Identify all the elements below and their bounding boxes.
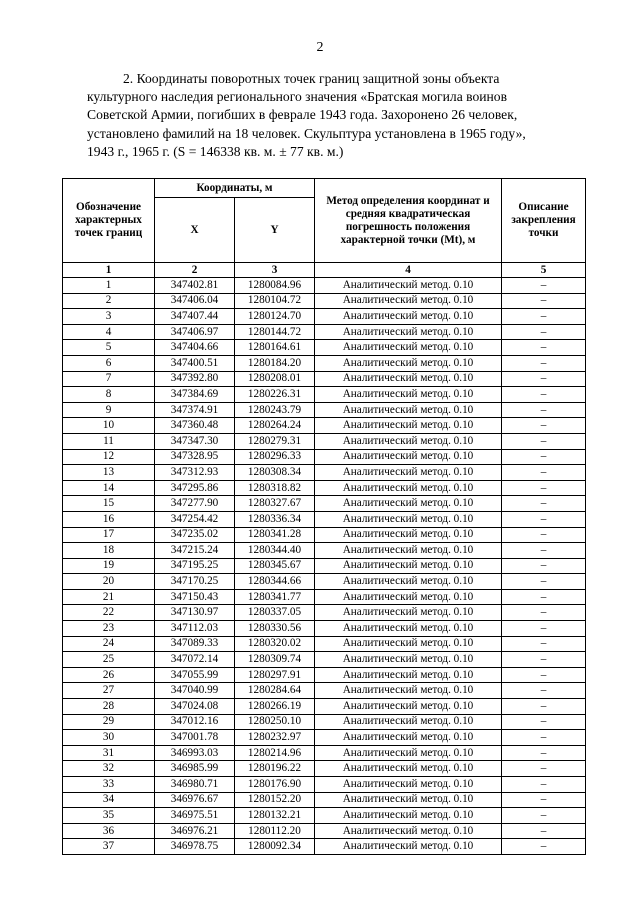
cell-point: 12	[63, 449, 155, 465]
table-row	[63, 449, 586, 465]
header-point: Обозначение характерных точек границ	[63, 179, 155, 263]
cell-description: –	[502, 402, 586, 418]
cell-point: 14	[63, 480, 155, 496]
table-row	[63, 309, 586, 325]
cell-x: 347400.51	[155, 355, 235, 371]
cell-x: 347347.30	[155, 433, 235, 449]
cell-method: Аналитический метод. 0.10	[315, 839, 502, 855]
cell-method: Аналитический метод. 0.10	[315, 683, 502, 699]
cell-point: 15	[63, 496, 155, 512]
cell-x: 347392.80	[155, 371, 235, 387]
cell-method: Аналитический метод. 0.10	[315, 652, 502, 668]
cell-point: 4	[63, 324, 155, 340]
cell-method: Аналитический метод. 0.10	[315, 699, 502, 715]
cell-description: –	[502, 605, 586, 621]
cell-x: 347112.03	[155, 621, 235, 637]
table-row	[63, 324, 586, 340]
cell-point: 13	[63, 465, 155, 481]
cell-description: –	[502, 387, 586, 403]
cell-y: 1280104.72	[235, 293, 315, 309]
cell-y: 1280092.34	[235, 839, 315, 855]
cell-x: 346975.51	[155, 808, 235, 824]
table-row	[63, 605, 586, 621]
cell-description: –	[502, 667, 586, 683]
cell-x: 347235.02	[155, 527, 235, 543]
cell-x: 346978.75	[155, 839, 235, 855]
table-row	[63, 777, 586, 793]
table-row	[63, 621, 586, 637]
table-body	[63, 278, 586, 855]
cell-point: 36	[63, 823, 155, 839]
cell-x: 347404.66	[155, 340, 235, 356]
table-row	[63, 293, 586, 309]
cell-x: 347024.08	[155, 699, 235, 715]
object-description-paragraph	[87, 70, 555, 161]
cell-x: 347374.91	[155, 402, 235, 418]
cell-description: –	[502, 699, 586, 715]
cell-x: 347407.44	[155, 309, 235, 325]
cell-description: –	[502, 839, 586, 855]
cell-point: 7	[63, 371, 155, 387]
cell-y: 1280132.21	[235, 808, 315, 824]
cell-point: 33	[63, 777, 155, 793]
cell-point: 26	[63, 667, 155, 683]
cell-y: 1280320.02	[235, 636, 315, 652]
table-row	[63, 745, 586, 761]
cell-point: 25	[63, 652, 155, 668]
header-method: Метод определения координат и средняя квадратическая погрешность положения характерной точки (Mt), м	[315, 179, 502, 263]
table-row	[63, 730, 586, 746]
cell-method: Аналитический метод. 0.10	[315, 309, 502, 325]
cell-y: 1280164.61	[235, 340, 315, 356]
cell-method: Аналитический метод. 0.10	[315, 527, 502, 543]
cell-y: 1280250.10	[235, 714, 315, 730]
table-row	[63, 589, 586, 605]
cell-x: 347130.97	[155, 605, 235, 621]
cell-method: Аналитический метод. 0.10	[315, 589, 502, 605]
cell-description: –	[502, 714, 586, 730]
table-row	[63, 699, 586, 715]
cell-description: –	[502, 511, 586, 527]
coordinates-table	[62, 178, 586, 855]
cell-point: 28	[63, 699, 155, 715]
cell-point: 9	[63, 402, 155, 418]
cell-method: Аналитический метод. 0.10	[315, 371, 502, 387]
cell-y: 1280341.28	[235, 527, 315, 543]
cell-y: 1280152.20	[235, 792, 315, 808]
cell-x: 347150.43	[155, 589, 235, 605]
cell-method: Аналитический метод. 0.10	[315, 621, 502, 637]
cell-y: 1280345.67	[235, 558, 315, 574]
cell-point: 20	[63, 574, 155, 590]
cell-x: 347170.25	[155, 574, 235, 590]
cell-method: Аналитический метод. 0.10	[315, 402, 502, 418]
cell-description: –	[502, 745, 586, 761]
cell-x: 346993.03	[155, 745, 235, 761]
table-row	[63, 823, 586, 839]
cell-method: Аналитический метод. 0.10	[315, 745, 502, 761]
cell-point: 22	[63, 605, 155, 621]
cell-point: 32	[63, 761, 155, 777]
cell-description: –	[502, 808, 586, 824]
cell-point: 34	[63, 792, 155, 808]
table-row	[63, 465, 586, 481]
cell-y: 1280226.31	[235, 387, 315, 403]
column-number: 3	[235, 263, 315, 278]
cell-description: –	[502, 823, 586, 839]
cell-x: 346985.99	[155, 761, 235, 777]
cell-y: 1280176.90	[235, 777, 315, 793]
cell-description: –	[502, 621, 586, 637]
cell-point: 2	[63, 293, 155, 309]
cell-description: –	[502, 278, 586, 294]
cell-point: 6	[63, 355, 155, 371]
table-row	[63, 574, 586, 590]
cell-description: –	[502, 324, 586, 340]
cell-method: Аналитический метод. 0.10	[315, 543, 502, 559]
cell-description: –	[502, 636, 586, 652]
cell-point: 30	[63, 730, 155, 746]
cell-point: 31	[63, 745, 155, 761]
cell-method: Аналитический метод. 0.10	[315, 636, 502, 652]
header-description: Описание закрепления точки	[502, 179, 586, 263]
paragraph-line: культурного наследия регионального значения «Братская могила воинов	[87, 89, 508, 105]
cell-description: –	[502, 433, 586, 449]
table-row	[63, 792, 586, 808]
cell-y: 1280144.72	[235, 324, 315, 340]
cell-y: 1280336.34	[235, 511, 315, 527]
table-row	[63, 683, 586, 699]
cell-x: 346976.21	[155, 823, 235, 839]
cell-y: 1280112.20	[235, 823, 315, 839]
paragraph-line: 2. Координаты поворотных точек границ защитной зоны объекта	[123, 71, 500, 86]
cell-y: 1280084.96	[235, 278, 315, 294]
table-row	[63, 808, 586, 824]
table-row	[63, 511, 586, 527]
cell-description: –	[502, 465, 586, 481]
cell-method: Аналитический метод. 0.10	[315, 605, 502, 621]
cell-y: 1280279.31	[235, 433, 315, 449]
cell-x: 346980.71	[155, 777, 235, 793]
table-row	[63, 433, 586, 449]
cell-description: –	[502, 418, 586, 434]
cell-point: 1	[63, 278, 155, 294]
cell-method: Аналитический метод. 0.10	[315, 433, 502, 449]
cell-point: 19	[63, 558, 155, 574]
cell-description: –	[502, 777, 586, 793]
cell-description: –	[502, 480, 586, 496]
table-row	[63, 652, 586, 668]
header-y: Y	[235, 198, 315, 263]
cell-x: 347012.16	[155, 714, 235, 730]
header-coordinates: Координаты, м	[155, 179, 315, 198]
cell-point: 11	[63, 433, 155, 449]
cell-x: 347406.97	[155, 324, 235, 340]
cell-point: 8	[63, 387, 155, 403]
cell-description: –	[502, 792, 586, 808]
cell-method: Аналитический метод. 0.10	[315, 278, 502, 294]
cell-x: 347195.25	[155, 558, 235, 574]
cell-method: Аналитический метод. 0.10	[315, 418, 502, 434]
cell-description: –	[502, 574, 586, 590]
header-x: X	[155, 198, 235, 263]
cell-y: 1280243.79	[235, 402, 315, 418]
paragraph-line: Советской Армии, погибших в феврале 1943 года. Захоронено 26 человек,	[87, 107, 518, 123]
table-row	[63, 278, 586, 294]
cell-description: –	[502, 449, 586, 465]
cell-method: Аналитический метод. 0.10	[315, 808, 502, 824]
cell-method: Аналитический метод. 0.10	[315, 465, 502, 481]
table-row	[63, 543, 586, 559]
cell-description: –	[502, 527, 586, 543]
cell-description: –	[502, 543, 586, 559]
cell-y: 1280318.82	[235, 480, 315, 496]
cell-point: 27	[63, 683, 155, 699]
cell-point: 21	[63, 589, 155, 605]
cell-method: Аналитический метод. 0.10	[315, 355, 502, 371]
cell-x: 347215.24	[155, 543, 235, 559]
paragraph-line: 1943 г., 1965 г. (S = 146338 кв. м. ± 77 кв. м.)	[87, 143, 344, 159]
cell-description: –	[502, 683, 586, 699]
cell-description: –	[502, 355, 586, 371]
cell-y: 1280232.97	[235, 730, 315, 746]
table-row	[63, 371, 586, 387]
cell-point: 16	[63, 511, 155, 527]
cell-method: Аналитический метод. 0.10	[315, 387, 502, 403]
cell-point: 17	[63, 527, 155, 543]
cell-method: Аналитический метод. 0.10	[315, 730, 502, 746]
table-row	[63, 402, 586, 418]
cell-description: –	[502, 309, 586, 325]
cell-y: 1280184.20	[235, 355, 315, 371]
cell-method: Аналитический метод. 0.10	[315, 714, 502, 730]
table-row	[63, 714, 586, 730]
cell-method: Аналитический метод. 0.10	[315, 823, 502, 839]
cell-y: 1280330.56	[235, 621, 315, 637]
cell-y: 1280266.19	[235, 699, 315, 715]
cell-x: 347328.95	[155, 449, 235, 465]
cell-y: 1280344.66	[235, 574, 315, 590]
table-row	[63, 667, 586, 683]
cell-method: Аналитический метод. 0.10	[315, 792, 502, 808]
cell-method: Аналитический метод. 0.10	[315, 511, 502, 527]
cell-method: Аналитический метод. 0.10	[315, 496, 502, 512]
cell-method: Аналитический метод. 0.10	[315, 293, 502, 309]
cell-method: Аналитический метод. 0.10	[315, 667, 502, 683]
cell-y: 1280308.34	[235, 465, 315, 481]
page-number: 2	[316, 40, 324, 55]
cell-point: 37	[63, 839, 155, 855]
table-row	[63, 340, 586, 356]
cell-point: 23	[63, 621, 155, 637]
cell-y: 1280309.74	[235, 652, 315, 668]
cell-point: 3	[63, 309, 155, 325]
cell-point: 24	[63, 636, 155, 652]
cell-x: 347040.99	[155, 683, 235, 699]
cell-point: 29	[63, 714, 155, 730]
cell-y: 1280208.01	[235, 371, 315, 387]
cell-method: Аналитический метод. 0.10	[315, 777, 502, 793]
table-row	[63, 496, 586, 512]
cell-x: 347312.93	[155, 465, 235, 481]
cell-y: 1280337.05	[235, 605, 315, 621]
cell-y: 1280264.24	[235, 418, 315, 434]
cell-x: 347295.86	[155, 480, 235, 496]
table-row	[63, 418, 586, 434]
cell-y: 1280341.77	[235, 589, 315, 605]
cell-description: –	[502, 652, 586, 668]
cell-y: 1280296.33	[235, 449, 315, 465]
cell-description: –	[502, 730, 586, 746]
cell-x: 347089.33	[155, 636, 235, 652]
cell-description: –	[502, 293, 586, 309]
cell-description: –	[502, 371, 586, 387]
column-number: 5	[502, 263, 586, 278]
cell-x: 346976.67	[155, 792, 235, 808]
column-number: 4	[315, 263, 502, 278]
cell-description: –	[502, 761, 586, 777]
cell-method: Аналитический метод. 0.10	[315, 449, 502, 465]
table-row	[63, 558, 586, 574]
table-row	[63, 480, 586, 496]
column-number: 2	[155, 263, 235, 278]
cell-y: 1280327.67	[235, 496, 315, 512]
cell-method: Аналитический метод. 0.10	[315, 480, 502, 496]
cell-x: 347277.90	[155, 496, 235, 512]
table-row	[63, 387, 586, 403]
table-row	[63, 839, 586, 855]
cell-method: Аналитический метод. 0.10	[315, 761, 502, 777]
cell-description: –	[502, 496, 586, 512]
cell-x: 347406.04	[155, 293, 235, 309]
table-row	[63, 355, 586, 371]
cell-description: –	[502, 589, 586, 605]
cell-y: 1280214.96	[235, 745, 315, 761]
cell-point: 18	[63, 543, 155, 559]
cell-x: 347055.99	[155, 667, 235, 683]
column-number: 1	[63, 263, 155, 278]
cell-y: 1280284.64	[235, 683, 315, 699]
cell-method: Аналитический метод. 0.10	[315, 324, 502, 340]
paragraph-line: установлено фамилий на 18 человек. Скульптура установлена в 1965 году»,	[87, 125, 526, 141]
cell-x: 347384.69	[155, 387, 235, 403]
cell-y: 1280297.91	[235, 667, 315, 683]
cell-y: 1280344.40	[235, 543, 315, 559]
cell-x: 347254.42	[155, 511, 235, 527]
cell-x: 347072.14	[155, 652, 235, 668]
cell-description: –	[502, 340, 586, 356]
table-row	[63, 636, 586, 652]
cell-description: –	[502, 558, 586, 574]
table-row	[63, 527, 586, 543]
cell-point: 10	[63, 418, 155, 434]
cell-x: 347360.48	[155, 418, 235, 434]
cell-point: 5	[63, 340, 155, 356]
cell-x: 347402.81	[155, 278, 235, 294]
cell-method: Аналитический метод. 0.10	[315, 574, 502, 590]
cell-method: Аналитический метод. 0.10	[315, 340, 502, 356]
cell-x: 347001.78	[155, 730, 235, 746]
cell-y: 1280196.22	[235, 761, 315, 777]
table-row	[63, 761, 586, 777]
cell-point: 35	[63, 808, 155, 824]
cell-method: Аналитический метод. 0.10	[315, 558, 502, 574]
cell-y: 1280124.70	[235, 309, 315, 325]
